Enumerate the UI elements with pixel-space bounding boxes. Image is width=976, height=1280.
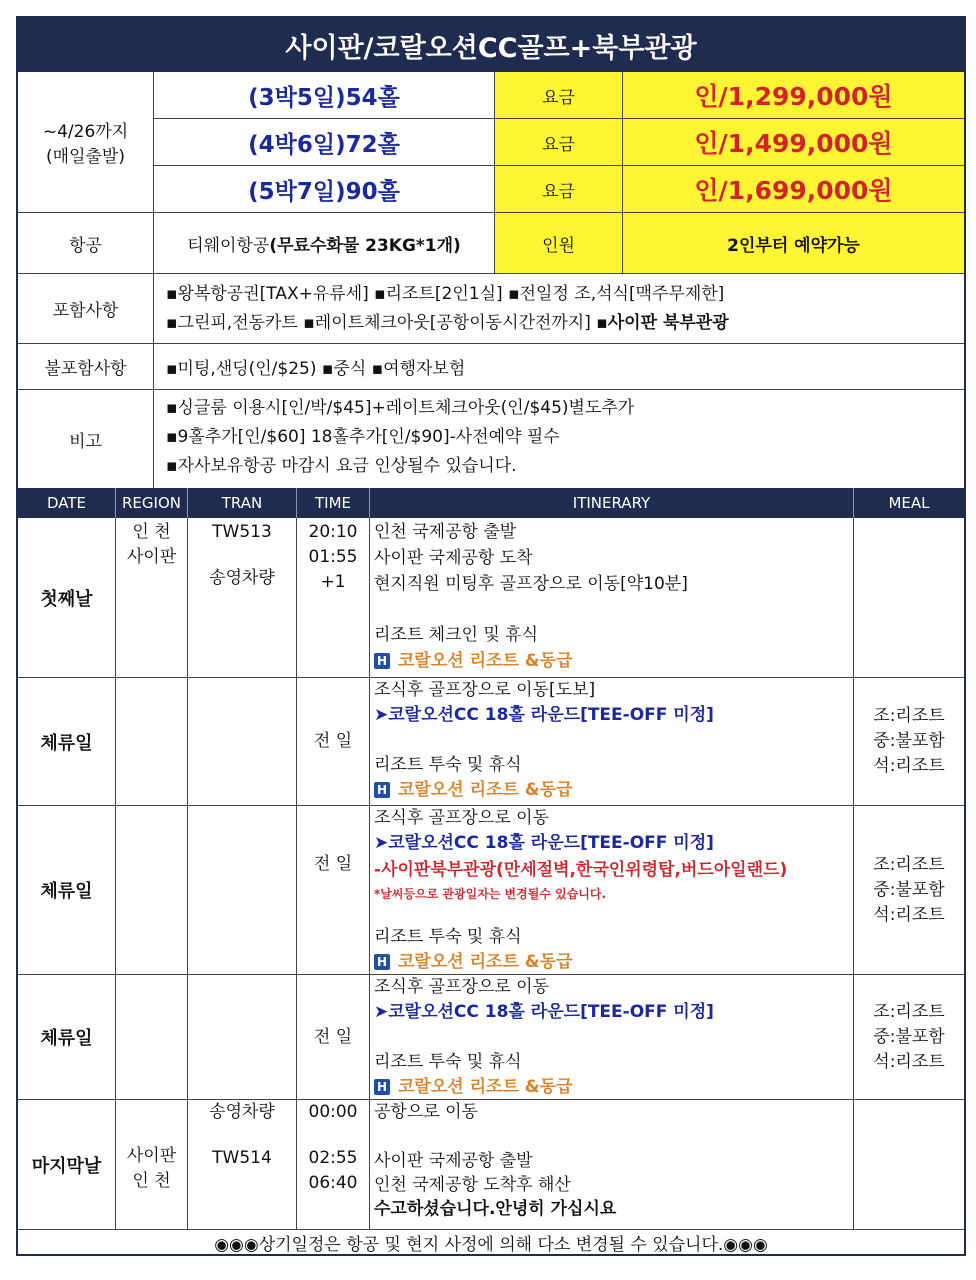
hotel-icon: H bbox=[374, 1079, 390, 1095]
day-region bbox=[116, 975, 188, 1100]
day-time bbox=[297, 1100, 370, 1230]
hotel-name: 코랄오션 리조트 &동급 bbox=[398, 952, 573, 972]
itinerary-line: 현지직원 미팅후 골프장으로 이동[약10분] bbox=[374, 574, 688, 594]
header-meal: MEAL bbox=[888, 494, 930, 512]
day-region bbox=[116, 1100, 188, 1230]
itinerary-line: 공항으로 이동 bbox=[374, 1102, 478, 1122]
airline-label bbox=[18, 213, 154, 274]
day-meal bbox=[854, 678, 964, 806]
day-date bbox=[18, 518, 116, 678]
meal-line: 중:불포함 bbox=[873, 879, 945, 900]
excluded-line1: ▪미팅,샌딩(인/$25) ▪중식 ▪여행자보험 bbox=[166, 359, 466, 379]
excluded-label-text: 불포함사항 bbox=[44, 359, 127, 379]
fee-label: 요금 bbox=[542, 181, 575, 202]
notes-label bbox=[18, 390, 154, 488]
header-time: TIME bbox=[297, 488, 370, 518]
day-tran bbox=[188, 518, 297, 678]
day-time bbox=[297, 975, 370, 1100]
day-date bbox=[18, 1100, 116, 1230]
header-itinerary: ITINERARY bbox=[370, 488, 854, 518]
day-meal bbox=[854, 1100, 964, 1230]
meal-line: 석:리조트 bbox=[873, 756, 945, 776]
day-meal bbox=[854, 806, 964, 975]
day-tran bbox=[188, 678, 297, 806]
package-name-2 bbox=[154, 119, 495, 166]
header-tran: TRAN bbox=[188, 488, 297, 518]
day-date bbox=[18, 975, 116, 1100]
excluded-label bbox=[18, 344, 154, 390]
day-tran bbox=[188, 975, 297, 1100]
excluded-content bbox=[154, 344, 964, 390]
hotel-icon: H bbox=[374, 653, 390, 669]
time-line: 02:55 bbox=[308, 1148, 358, 1168]
people-value-text: 2인부터 예약가능 bbox=[727, 235, 860, 256]
package-name-1 bbox=[154, 72, 495, 119]
period-line2: (매일출발) bbox=[46, 147, 125, 167]
header-date: DATE bbox=[18, 488, 116, 518]
price-2 bbox=[623, 119, 964, 166]
time-line: 전 일 bbox=[313, 731, 353, 751]
day-itinerary bbox=[370, 975, 854, 1100]
package-name: (5박7일)90홀 bbox=[248, 178, 400, 205]
fee-label-1 bbox=[495, 72, 623, 119]
meal-line: 조:리조트 bbox=[873, 854, 945, 875]
notes-line1: ▪싱글룸 이용시[인/박/$45]+레이트체크아웃(인/$45)별도추가 bbox=[166, 398, 635, 418]
time-line: 01:55 bbox=[308, 547, 358, 567]
included-label bbox=[18, 274, 154, 344]
itinerary-line: 리조트 투숙 및 휴식 bbox=[374, 755, 522, 775]
tran-line: 송영차량 bbox=[209, 1102, 275, 1122]
golf-round-line: ➤코랄오션CC 18홀 라운드[TEE-OFF 미정] bbox=[374, 1002, 714, 1022]
day-itinerary bbox=[370, 806, 854, 975]
included-content bbox=[154, 274, 964, 344]
notes-line3: ▪자사보유항공 마감시 요금 인상될수 있습니다. bbox=[166, 456, 517, 476]
fee-label: 요금 bbox=[542, 134, 575, 155]
itinerary-sheet bbox=[16, 16, 966, 1256]
golf-round-line: ➤코랄오션CC 18홀 라운드[TEE-OFF 미정] bbox=[374, 833, 714, 853]
meal-line: 석:리조트 bbox=[873, 904, 945, 925]
region-line: 사이판 bbox=[126, 547, 177, 567]
hotel-name: 코랄오션 리조트 &동급 bbox=[398, 780, 573, 800]
included-line1: ▪왕복항공권[TAX+유류세] ▪리조트[2인1실] ▪전일정 조,석식[맥주무제한] bbox=[166, 284, 725, 304]
day-tran bbox=[188, 806, 297, 975]
itinerary-line: 리조트 체크인 및 휴식 bbox=[374, 625, 539, 645]
hotel-line bbox=[374, 950, 572, 975]
price-1 bbox=[623, 72, 964, 119]
day-region bbox=[116, 806, 188, 975]
meal-line: 조:리조트 bbox=[873, 706, 945, 726]
weather-note: *날씨등으로 관광일자는 변경될수 있습니다. bbox=[374, 887, 607, 901]
itinerary-line: 조식후 골프장으로 이동[도보] bbox=[374, 680, 596, 700]
itinerary-line: 조식후 골프장으로 이동 bbox=[374, 808, 550, 828]
time-line: +1 bbox=[320, 572, 346, 592]
day-itinerary bbox=[370, 518, 854, 678]
day-region bbox=[116, 678, 188, 806]
region-line: 인 천 bbox=[132, 522, 171, 542]
itinerary-line: 인천 국제공항 도착후 해산 bbox=[374, 1175, 571, 1195]
day-meal bbox=[854, 975, 964, 1100]
day-date bbox=[18, 806, 116, 975]
hotel-line bbox=[374, 1075, 572, 1100]
itinerary-line: 사이판 국제공항 출발 bbox=[374, 1151, 533, 1171]
meal-line: 중:불포함 bbox=[873, 1026, 945, 1047]
package-name-3 bbox=[154, 166, 495, 213]
airline-value bbox=[154, 213, 495, 274]
meal-line: 석:리조트 bbox=[873, 1051, 945, 1072]
hotel-line bbox=[374, 778, 572, 803]
footer-note: ◉◉◉상기일정은 항공 및 현지 사정에 의해 다소 변경될 수 있습니다.◉◉◉ bbox=[214, 1234, 768, 1255]
header-region: REGION bbox=[116, 488, 188, 518]
tran-line: TW513 bbox=[212, 522, 272, 542]
fee-label-2 bbox=[495, 119, 623, 166]
included-line2-text: ▪그린피,전동카트 ▪레이트체크아웃[공항이동시간전까지] bbox=[166, 313, 597, 333]
day-tran bbox=[188, 1100, 297, 1230]
time-line: 20:10 bbox=[308, 522, 358, 542]
itinerary-line: 인천 국제공항 출발 bbox=[374, 522, 517, 542]
package-name: (4박6일)72홀 bbox=[248, 131, 400, 158]
day-date-text: 체류일 bbox=[40, 732, 93, 754]
time-line: 06:40 bbox=[308, 1173, 358, 1193]
day-date-text: 첫째날 bbox=[40, 588, 93, 610]
day-itinerary bbox=[370, 1100, 854, 1230]
notes-content bbox=[154, 390, 964, 488]
day-region bbox=[116, 518, 188, 678]
tran-line: TW514 bbox=[212, 1148, 272, 1168]
farewell-line: 수고하셨습니다.안녕히 가십시요 bbox=[374, 1199, 617, 1219]
tour-line: -사이판북부관광(만세절벽,한국인위령탑,버드아일랜드) bbox=[374, 860, 788, 880]
day-date bbox=[18, 678, 116, 806]
day-time bbox=[297, 678, 370, 806]
itinerary-line: 리조트 투숙 및 휴식 bbox=[374, 1052, 522, 1072]
golf-round-line: ➤코랄오션CC 18홀 라운드[TEE-OFF 미정] bbox=[374, 705, 714, 725]
fee-label: 요금 bbox=[542, 87, 575, 108]
table-header bbox=[18, 488, 964, 518]
day-date-text: 체류일 bbox=[40, 881, 93, 902]
people-label bbox=[495, 213, 623, 274]
people-value bbox=[623, 213, 964, 274]
fee-label-3 bbox=[495, 166, 623, 213]
day-date-text: 체류일 bbox=[40, 1028, 93, 1049]
notes-label-text: 비고 bbox=[69, 431, 102, 452]
package-name: (3박5일)54홀 bbox=[248, 84, 400, 111]
day-date-text: 마지막날 bbox=[31, 1155, 102, 1177]
airline-baggage: (무료수화물 23KG*1개) bbox=[269, 235, 461, 256]
people-label-text: 인원 bbox=[542, 235, 575, 256]
price-value: 인/1,499,000원 bbox=[694, 129, 893, 158]
tran-line: 송영차량 bbox=[209, 568, 275, 588]
meal-line: 조:리조트 bbox=[873, 1001, 945, 1022]
day-time bbox=[297, 806, 370, 975]
price-value: 인/1,699,000원 bbox=[694, 176, 893, 205]
day-meal bbox=[854, 518, 964, 678]
hotel-line bbox=[374, 649, 572, 674]
hotel-icon: H bbox=[374, 782, 390, 798]
time-line: 전 일 bbox=[313, 1026, 353, 1047]
meal-line: 중:불포함 bbox=[873, 731, 945, 751]
time-line: 전 일 bbox=[313, 854, 353, 874]
hotel-icon: H bbox=[374, 954, 390, 970]
period-cell bbox=[18, 72, 154, 213]
hotel-name: 코랄오션 리조트 &동급 bbox=[398, 651, 573, 671]
day-itinerary bbox=[370, 678, 854, 806]
airline-name: 티웨이항공 bbox=[187, 235, 270, 256]
included-label-text: 포함사항 bbox=[52, 301, 119, 321]
page-title: 사이판/코랄오션CC골프+북부관광 bbox=[18, 18, 964, 72]
region-line: 인 천 bbox=[132, 1171, 171, 1191]
region-line: 사이판 bbox=[126, 1146, 177, 1166]
itinerary-line: 조식후 골프장으로 이동 bbox=[374, 977, 550, 997]
price-3 bbox=[623, 166, 964, 213]
included-line2-bold: ▪사이판 북부관광 bbox=[596, 313, 729, 333]
period-line1: ~4/26까지 bbox=[42, 122, 129, 142]
itinerary-line: 리조트 투숙 및 휴식 bbox=[374, 927, 522, 947]
hotel-name: 코랄오션 리조트 &동급 bbox=[398, 1077, 573, 1097]
notes-line2: ▪9홀추가[인/$60] 18홀추가[인/$90]-사전예약 필수 bbox=[166, 427, 560, 447]
itinerary-line: 사이판 국제공항 도착 bbox=[374, 548, 533, 568]
day-time bbox=[297, 518, 370, 678]
time-line: 00:00 bbox=[308, 1102, 358, 1122]
airline-label-text: 항공 bbox=[69, 235, 102, 256]
included-line2 bbox=[166, 309, 964, 338]
price-value: 인/1,299,000원 bbox=[694, 82, 893, 111]
